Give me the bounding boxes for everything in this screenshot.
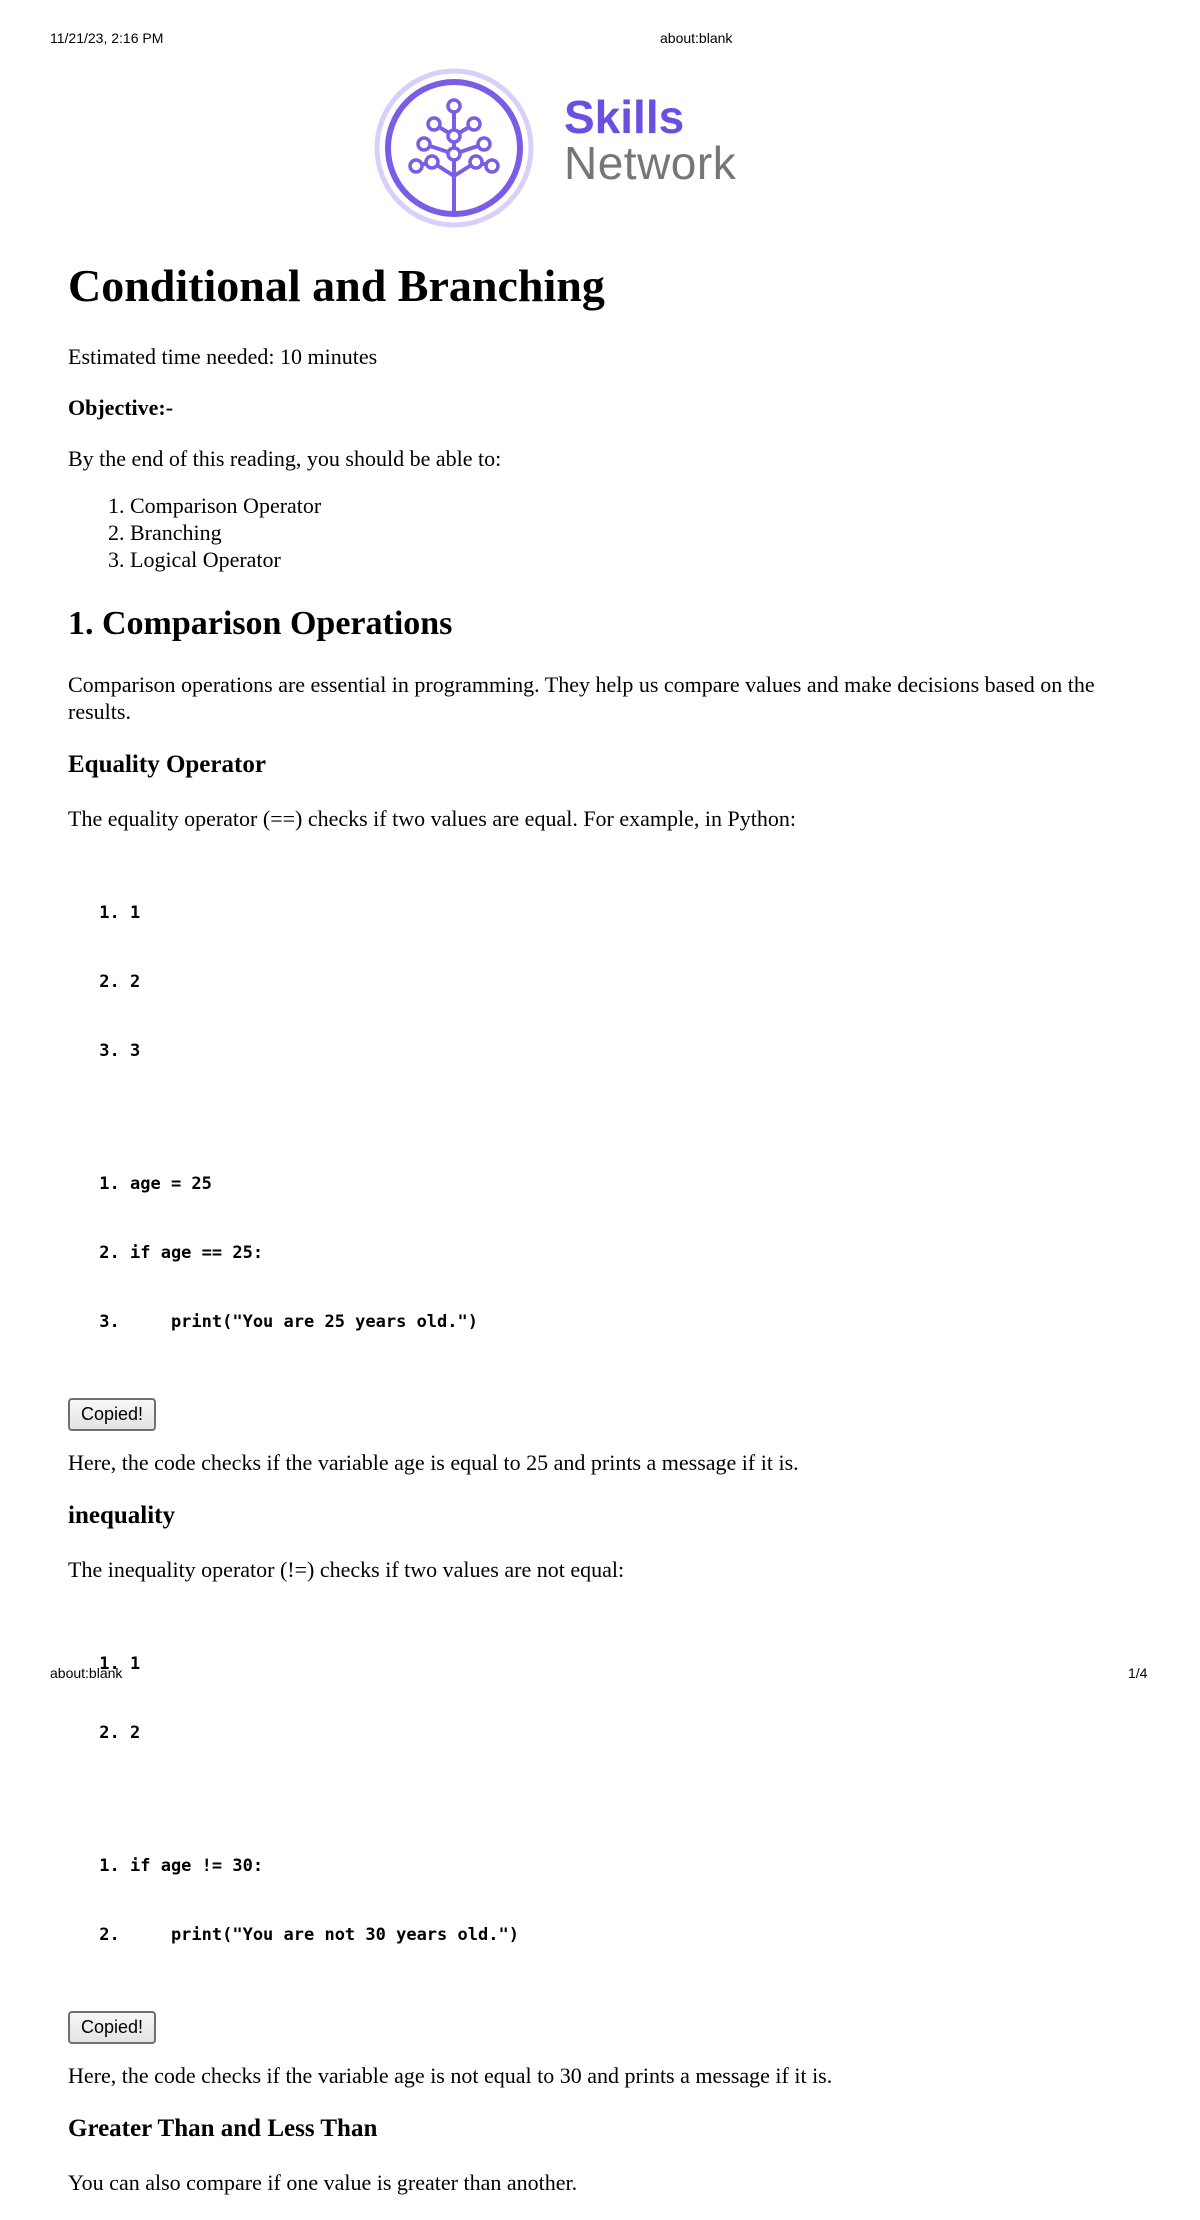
print-header-url: about:blank [660, 30, 733, 46]
skills-network-logo [374, 66, 754, 231]
print-footer-url: about:blank [50, 1665, 123, 1681]
section-description: Comparison operations are essential in programming. They help us compare values and make decisions based on the results. [68, 672, 1095, 724]
code-block [68, 1127, 1128, 1380]
greater-less-text: You can also compare if one value is greater than another. [68, 2170, 578, 2195]
print-header-datetime: 11/21/23, 2:16 PM [50, 30, 164, 46]
line-numbers-block [68, 856, 1128, 1109]
list-item: 3. Logical Operator [130, 546, 1128, 573]
code-line: 2. 2 [130, 971, 1128, 994]
equality-explanation: Here, the code checks if the variable age is equal to 25 and prints a message if it is. [68, 1450, 799, 1475]
intro-text: By the end of this reading, you should be able to: [68, 446, 502, 471]
code-line: 2. 2 [130, 1722, 1128, 1745]
code-line: 1. 1 [130, 902, 1128, 925]
inequality-text: The inequality operator (!=) checks if two values are not equal: [68, 1557, 625, 1582]
code-line: 1. 1 [130, 1653, 1128, 1676]
line-numbers-block [68, 1607, 1128, 1791]
objectives-list [68, 492, 1128, 573]
subheading-greater-less: Greater Than and Less Than [68, 2115, 378, 2142]
tree-circle-icon [374, 66, 539, 231]
list-item: 1. Comparison Operator [130, 492, 1128, 519]
code-line: 1. if age != 30: [130, 1855, 1128, 1878]
logo-text-skills: Skills [564, 91, 685, 143]
code-block [68, 1809, 1128, 1993]
code-line: 1. age = 25 [130, 1173, 1128, 1196]
code-line: 2. if age == 25: [130, 1242, 1128, 1265]
print-footer-page: 1/4 [1128, 1665, 1148, 1681]
code-line: 3. print("You are 25 years old.") [130, 1311, 1128, 1334]
copy-button[interactable]: Copied! [68, 2011, 156, 2044]
section-heading-comparison: 1. Comparison Operations [68, 605, 453, 642]
subheading-inequality: inequality [68, 1502, 175, 1529]
objective-label: Objective:- [68, 395, 174, 420]
code-line: 3. 3 [130, 1040, 1128, 1063]
article-content [68, 255, 1128, 2220]
code-line: 2. print("You are not 30 years old.") [130, 1924, 1128, 1947]
page-title: Conditional and Branching [68, 260, 605, 311]
equality-text: The equality operator (==) checks if two values are equal. For example, in Python: [68, 806, 796, 831]
inequality-explanation: Here, the code checks if the variable age is not equal to 30 and prints a message if it is. [68, 2063, 833, 2088]
estimated-time: Estimated time needed: 10 minutes [68, 344, 378, 369]
subheading-equality: Equality Operator [68, 751, 266, 778]
logo-text-network: Network [564, 137, 737, 189]
copy-button[interactable]: Copied! [68, 1398, 156, 1431]
list-item: 2. Branching [130, 519, 1128, 546]
